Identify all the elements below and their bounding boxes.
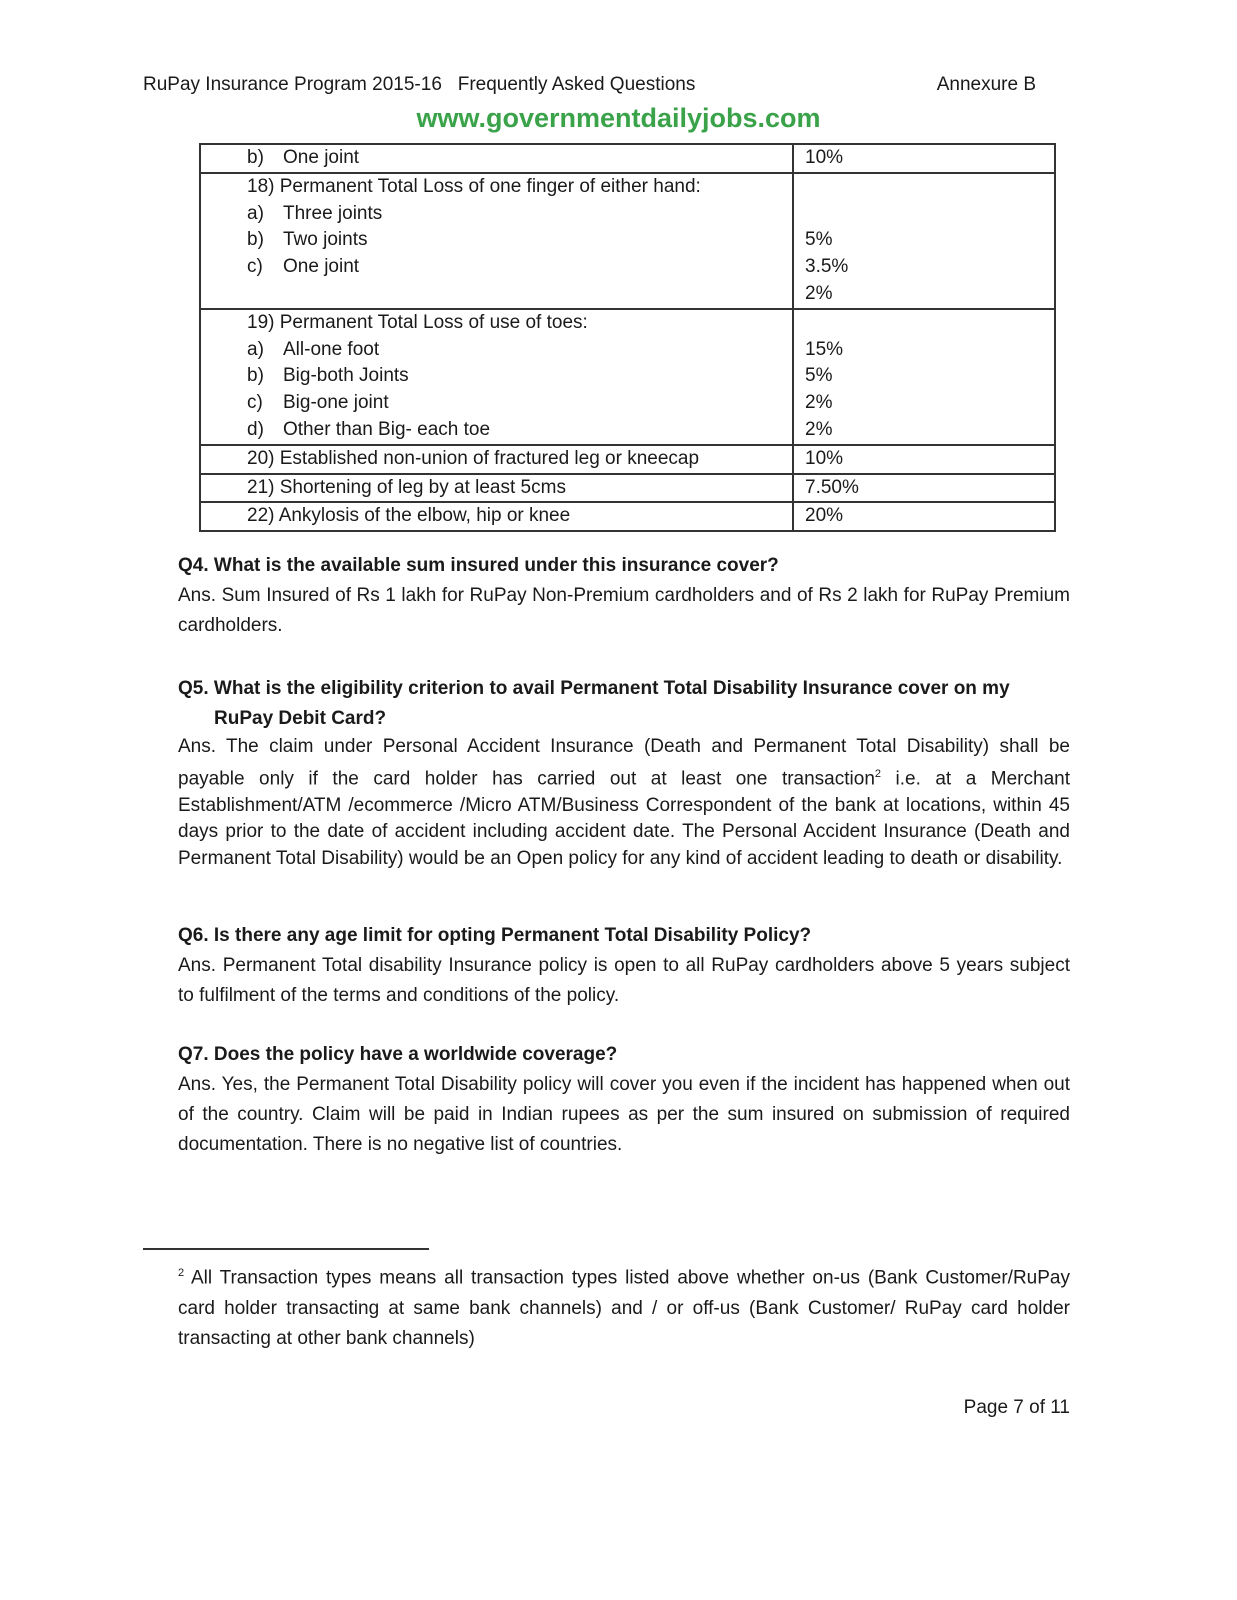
faq-q6 [178, 921, 1070, 1011]
disability-percentage-table [199, 143, 1056, 532]
table-row [200, 144, 1055, 173]
description-cell: 20) Established non-union of fractured leg or kneecap [200, 445, 793, 474]
percentage-cell: 10% [793, 445, 1055, 474]
faq-q7 [178, 1040, 1070, 1160]
page-number: Page 7 of 11 [963, 1397, 1070, 1418]
description-cell: 21) Shortening of leg by at least 5cms [200, 474, 793, 503]
description-cell: b) One joint [200, 144, 793, 173]
table-row [200, 474, 1055, 503]
question-q5: Q5. What is the eligibility criterion to avail Permanent Total Disability Insurance cover on my RuPay Debit Card? [178, 678, 1010, 729]
answer-q4: Ans. Sum Insured of Rs 1 lakh for RuPay Non-Premium cardholders and of Rs 2 lakh for RuPay Premium cardholders. [178, 585, 1070, 636]
percentage-cell: 10% [793, 144, 1055, 173]
footnote: $^2$ All Transaction types means all transaction types listed above whether on-us (Bank Customer/RuPay card holder transacting at same bank channels) and / or off-us (Bank Customer/ RuPay card holder transacting at other bank channels) [178, 1267, 1070, 1350]
table-row [200, 445, 1055, 474]
table-row [200, 309, 1055, 445]
page-header [143, 74, 1036, 96]
footnote-ref[interactable]: 2 [874, 767, 882, 780]
question-q6: Q6. Is there any age limit for opting Permanent Total Disability Policy? [178, 925, 812, 946]
question-q7: Q7. Does the policy have a worldwide coverage? [178, 1044, 618, 1065]
faq-q5 [178, 674, 1070, 872]
watermark-link: www.governmentdailyjobs.com [416, 103, 821, 133]
percentage-cell: 15% 5% 2% 2% [793, 309, 1055, 445]
description-cell: 18) Permanent Total Loss of one finger of either hand: a) Three joints b) Two joints c) One joint [200, 173, 793, 309]
annexure-label: Annexure B [936, 74, 1036, 95]
answer-q6: Ans. Permanent Total disability Insurance policy is open to all RuPay cardholders above 5 years subject to fulfilment of the terms and conditions of the policy. [178, 955, 1070, 1006]
answer-q7: Ans. Yes, the Permanent Total Disability policy will cover you even if the incident has happened when out of the country. Claim will be paid in Indian rupees as per the sum insured on submission of required documentation. There is no negative list of countries. [178, 1074, 1070, 1155]
faq-q4 [178, 551, 1070, 641]
footnote-divider [143, 1248, 429, 1250]
table-row [200, 173, 1055, 309]
document-title: RuPay Insurance Program 2015-16 Frequently Asked Questions [143, 74, 696, 95]
table-row [200, 502, 1055, 531]
description-cell: 22) Ankylosis of the elbow, hip or knee [200, 502, 793, 531]
question-q4: Q4. What is the available sum insured under this insurance cover? [178, 555, 779, 576]
description-cell: 19) Permanent Total Loss of use of toes: a) All-one foot b) Big-both Joints c) Big-one joint d) Other than Big- each toe [200, 309, 793, 445]
percentage-cell: 20% [793, 502, 1055, 531]
percentage-cell: 5% 3.5% 2% [793, 173, 1055, 309]
percentage-cell: 7.50% [793, 474, 1055, 503]
answer-q5: Ans. The claim under Personal Accident Insurance (Death and Permanent Total Disability) shall be payable only if the card holder has carried out at least one transaction$^2$ i.e. at a Merchant Establishment/ATM /ecommerce /Micro ATM/Business Correspondent of the bank at locations, within 45 days prior to the date of accident including accident date. The Personal Accident Insurance (Death and Permanent Total Disability) would be an Open policy for any kind of accident leading to death or disability. [178, 736, 1070, 869]
